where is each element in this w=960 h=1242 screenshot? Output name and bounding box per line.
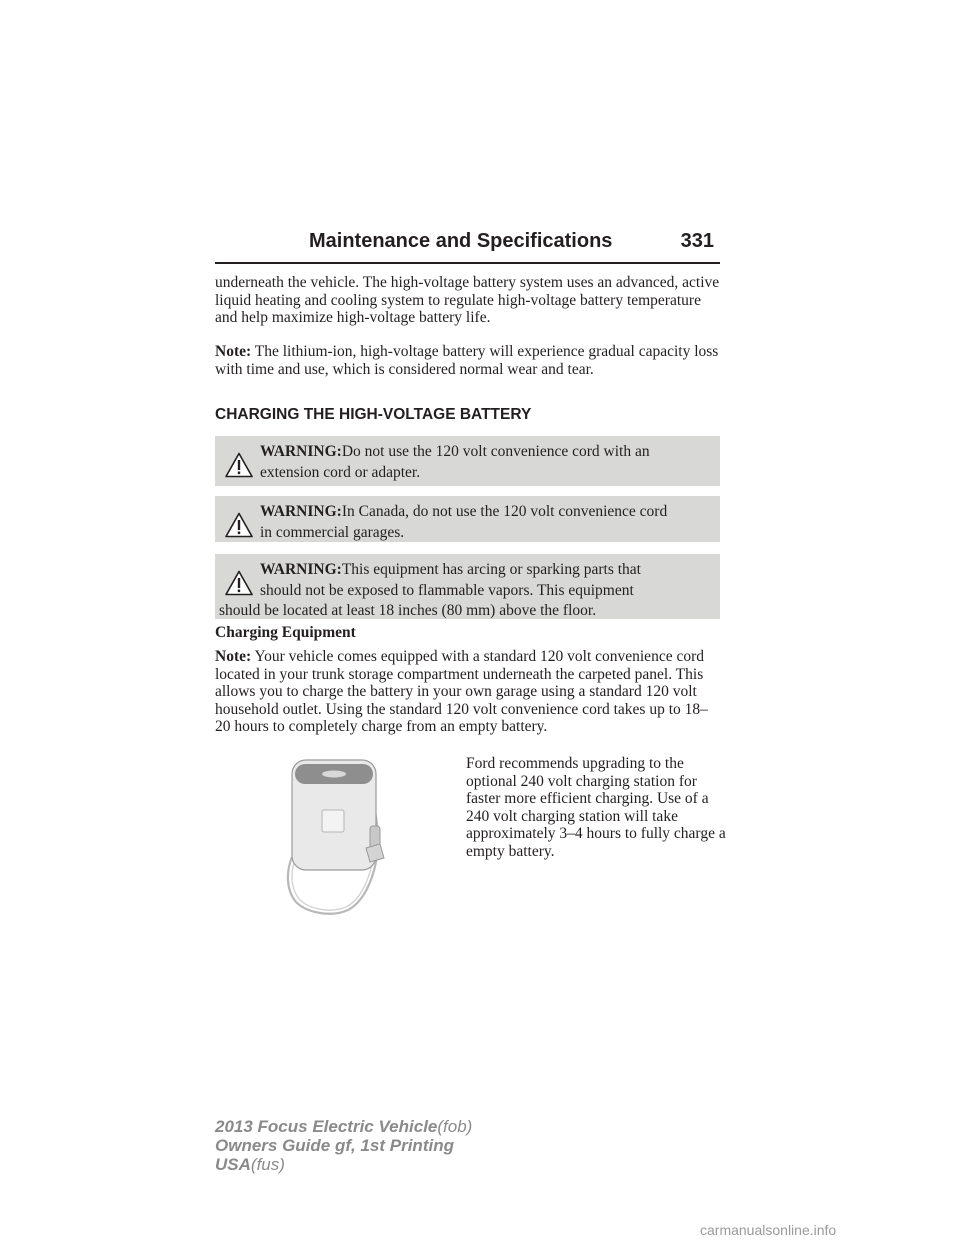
warning-text: Do not use the 120 volt convenience cord with an <box>341 443 650 460</box>
note-label: Note: <box>215 648 252 665</box>
footer-code: (fob) <box>437 1117 473 1136</box>
section-title: CHARGING THE HIGH-VOLTAGE BATTERY <box>215 406 532 423</box>
footer-vehicle: 2013 Focus Electric Vehicle <box>215 1117 438 1136</box>
section-header-title: Maintenance and Specifications <box>309 230 613 252</box>
note-text: Your vehicle comes equipped with a standard 120 volt convenience cord located in your trunk storage compartment underneath the carpeted panel. This allows you to charge the battery in your own garage using a standard 120 volt household outlet. Using the standard 120 volt convenience cord takes up to 18–20 hours to completely charge from an empty battery. <box>215 648 708 736</box>
warning-box <box>215 554 720 619</box>
warning-line-1 <box>260 502 715 522</box>
footer <box>215 1117 472 1174</box>
warning-text: This equipment has arcing or sparking parts that <box>341 561 641 578</box>
warning-triangle-icon <box>225 512 253 538</box>
footer-line-3 <box>215 1155 472 1174</box>
warning-box <box>215 496 720 542</box>
watermark: carmanualsonline.info <box>700 1222 837 1238</box>
note-paragraph <box>215 343 720 378</box>
warning-triangle-icon <box>225 452 253 478</box>
footer-line-2: Owners Guide gf, 1st Printing <box>215 1136 454 1155</box>
warning-line-3: should be located at least 18 inches (80 mm) above the floor. <box>219 602 597 619</box>
page-number: 331 <box>680 230 714 252</box>
intro-paragraph: underneath the vehicle. The high-voltage battery system uses an advanced, active liquid heating and cooling system to regulate high-voltage battery temperature and help maximize high-voltage battery life. <box>215 274 720 327</box>
warning-label: WARNING: <box>260 561 342 578</box>
side-paragraph: Ford recommends upgrading to the optional 240 volt charging station for faster more efficient charging. Use of a 240 volt charging station will take approximately 3–4 hours to fully charge a empty battery. <box>466 755 726 860</box>
footer-line-1 <box>215 1117 472 1136</box>
warning-text: In Canada, do not use the 120 volt convenience cord <box>341 503 668 520</box>
charging-note-paragraph <box>215 648 720 736</box>
footer-code: (fus) <box>250 1155 285 1174</box>
warning-label: WARNING: <box>260 503 342 520</box>
page-header <box>215 230 720 264</box>
note-label: Note: <box>215 343 252 360</box>
warning-box <box>215 436 720 486</box>
note-text: The lithium-ion, high-voltage battery will experience gradual capacity loss with time and use, which is considered normal wear and tear. <box>215 343 719 378</box>
warning-line-1 <box>260 560 715 580</box>
charging-station-illustration <box>278 752 398 917</box>
warning-line-1 <box>260 442 715 462</box>
warning-line-2: extension cord or adapter. <box>260 464 421 481</box>
warning-triangle-icon <box>225 570 253 596</box>
warning-line-2: in commercial garages. <box>260 524 405 541</box>
warning-label: WARNING: <box>260 443 342 460</box>
charging-equipment-heading: Charging Equipment <box>215 624 356 641</box>
warning-line-2: should not be exposed to flammable vapors. This equipment <box>260 582 634 599</box>
footer-market: USA <box>215 1155 251 1174</box>
